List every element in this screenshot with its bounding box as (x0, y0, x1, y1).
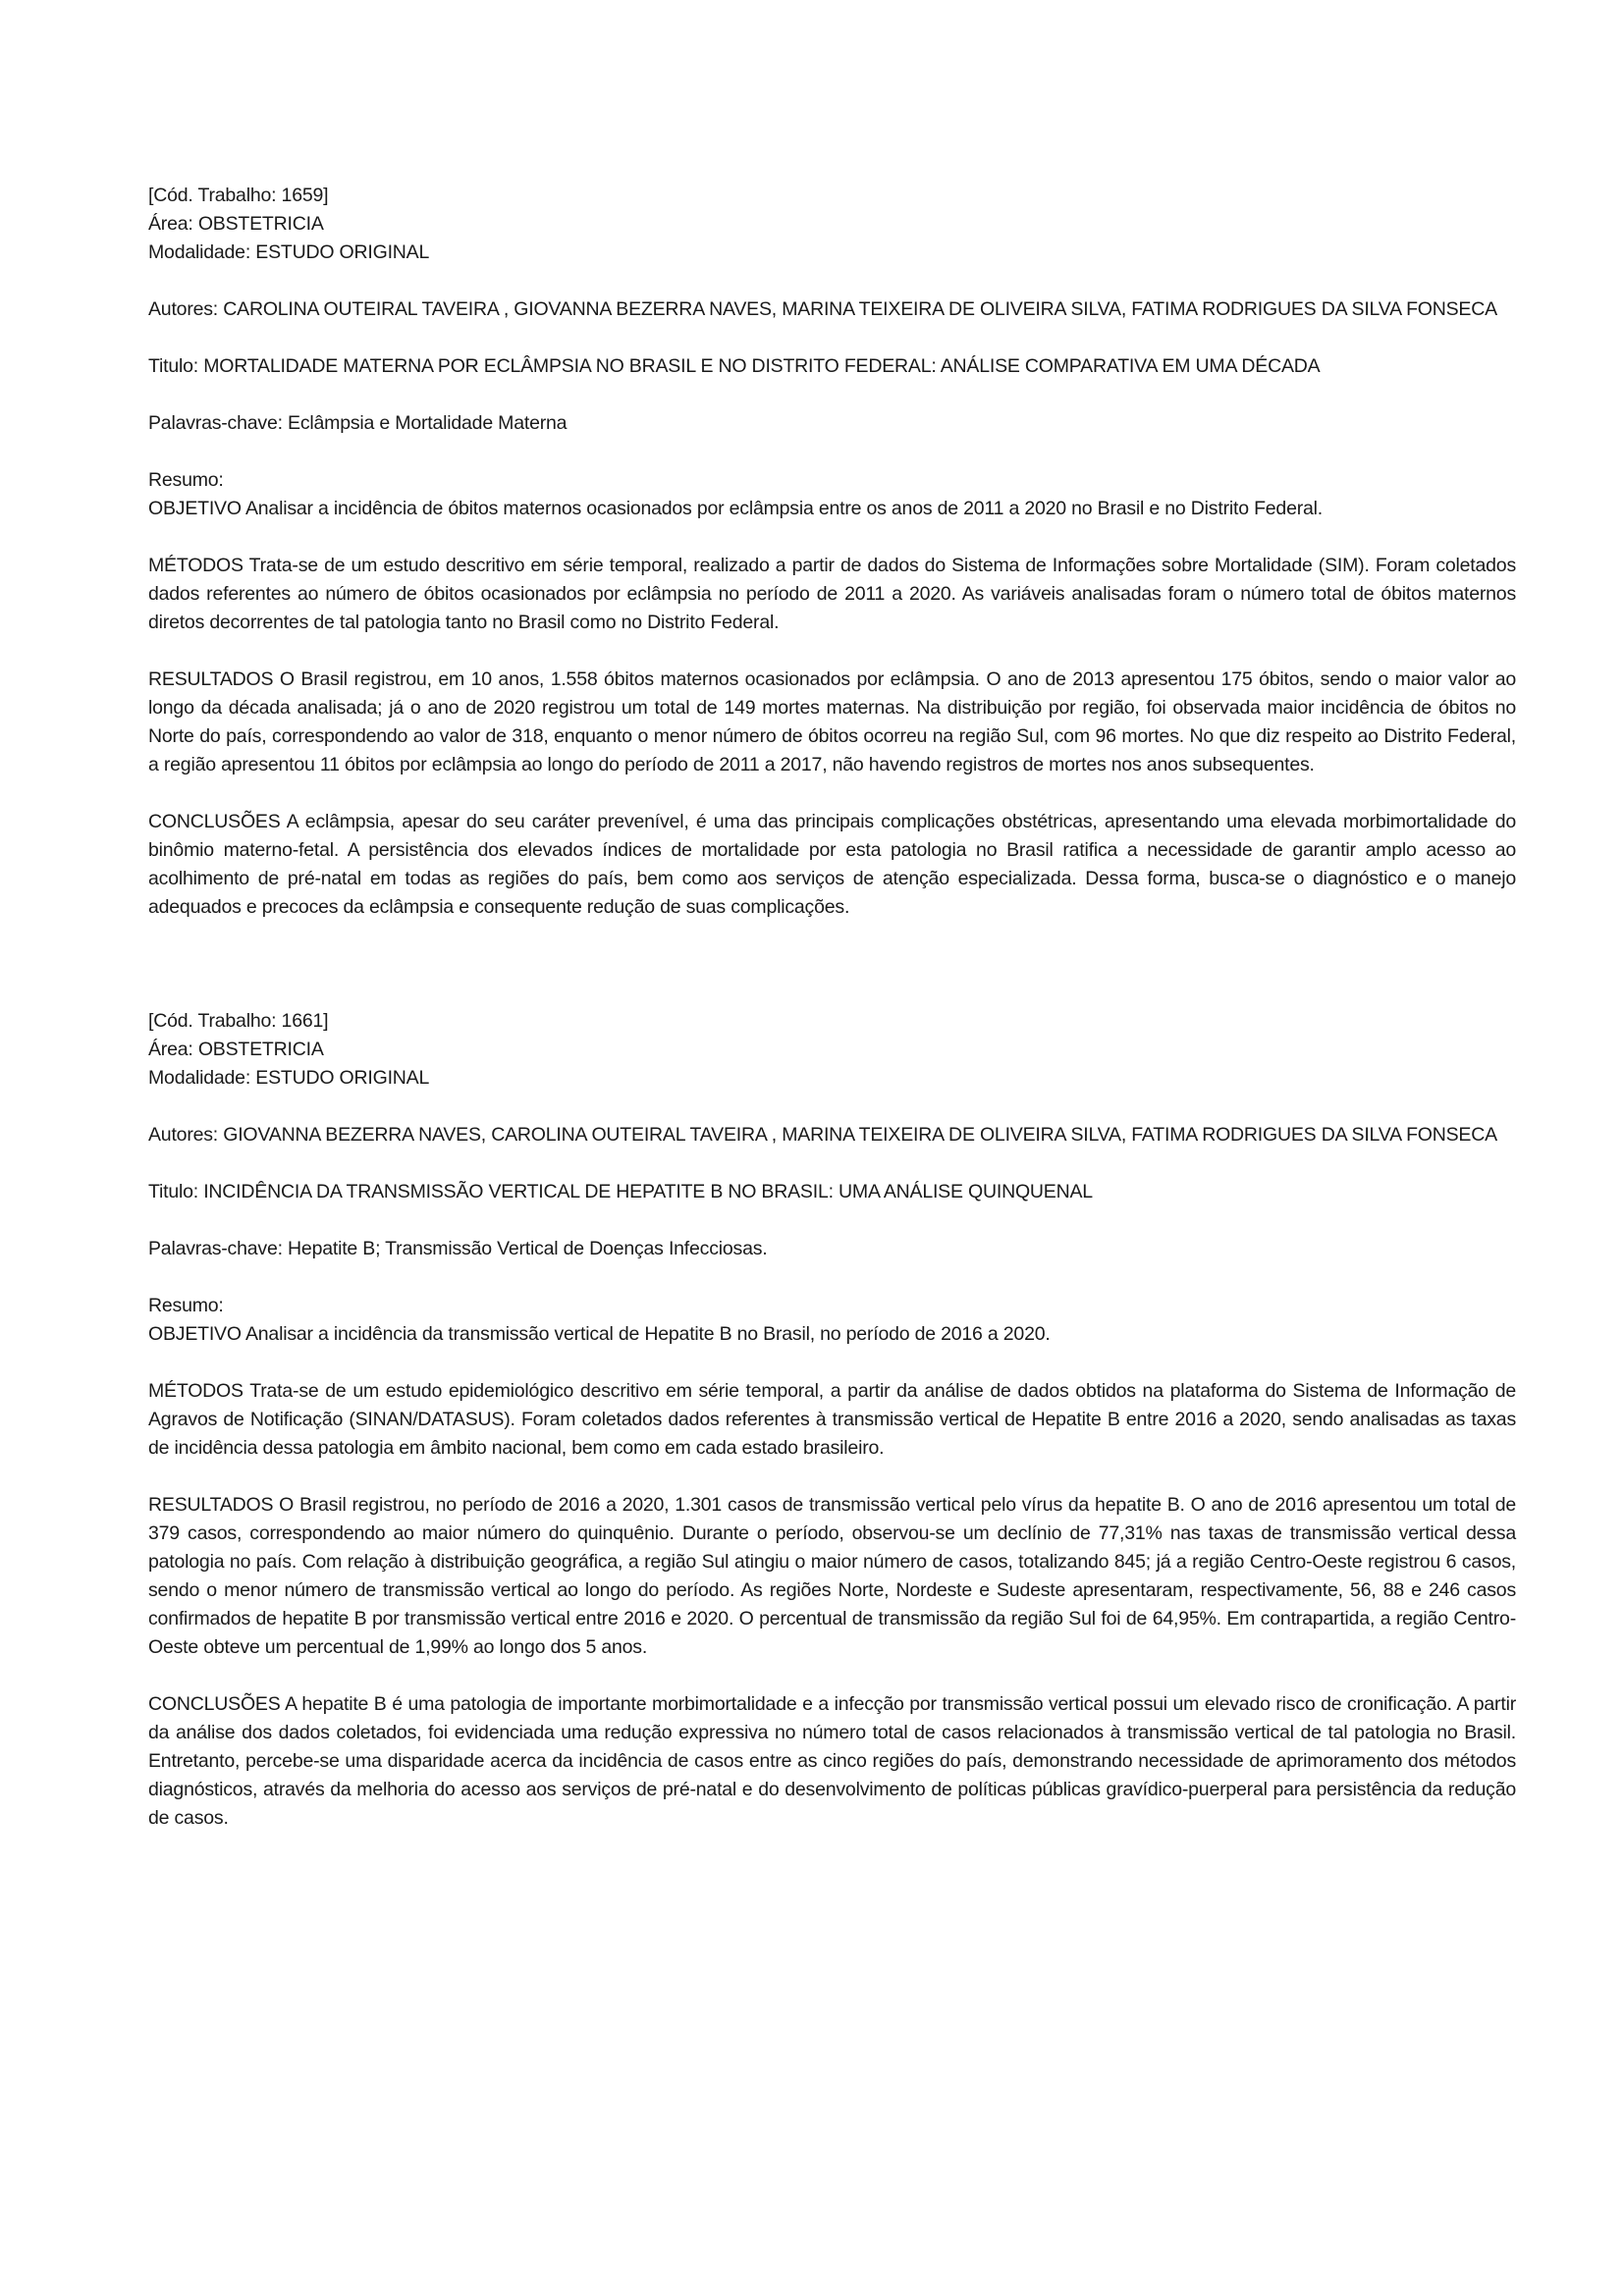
results-paragraph: RESULTADOS O Brasil registrou, em 10 anos, 1.558 óbitos maternos ocasionados por eclâmpsia. O ano de 2013 apresentou 175 óbitos, sendo o maior valor ao longo da década analisada; já o ano de 2020 registrou um total de 149 mortes maternas. Na distribuição por região, foi observada maior incidência de óbitos no Norte do país, correspondendo ao valor de 318, enquanto o menor número de óbitos ocorreu na região Sul, com 96 mortes. No que diz respeito ao Distrito Federal, a região apresentou 11 óbitos por eclâmpsia ao longo do período de 2011 a 2017, não havendo registros de mortes nos anos subsequentes. (148, 668, 1516, 775)
keywords-line (148, 409, 1516, 438)
objective-paragraph: OBJETIVO Analisar a incidência de óbitos maternos ocasionados por eclâmpsia entre os anos de 2011 a 2020 no Brasil e no Distrito Federal. (148, 498, 1324, 519)
authors: GIOVANNA BEZERRA NAVES, CAROLINA OUTEIRAL TAVEIRA , MARINA TEIXEIRA DE OLIVEIRA SILVA, FATIMA RODRIGUES DA SILVA FONSECA (223, 1124, 1497, 1146)
title-line (148, 1178, 1516, 1206)
authors-label: Autores: (148, 298, 219, 320)
summary-label: Resumo: (148, 1295, 224, 1316)
authors: CAROLINA OUTEIRAL TAVEIRA , GIOVANNA BEZERRA NAVES, MARINA TEIXEIRA DE OLIVEIRA SILVA, FATIMA RODRIGUES DA SILVA FONSECA (223, 298, 1497, 320)
spacer (148, 381, 1516, 409)
abstract-1659 (148, 182, 1516, 922)
title-label: Titulo: (148, 355, 198, 377)
spacer (148, 1463, 1516, 1491)
title: MORTALIDADE MATERNA POR ECLÂMPSIA NO BRASIL E NO DISTRITO FEDERAL: ANÁLISE COMPARATIVA EM UMA DÉCADA (203, 355, 1321, 377)
area: Área: OBSTETRICIA (148, 1039, 324, 1060)
modality: Modalidade: ESTUDO ORIGINAL (148, 1067, 430, 1089)
spacer (148, 324, 1516, 352)
spacer (148, 1263, 1516, 1292)
work-code: [Cód. Trabalho: 1661] (148, 1010, 329, 1032)
keywords-line (148, 1235, 1516, 1263)
spacer (148, 1662, 1516, 1690)
summary-label: Resumo: (148, 469, 224, 491)
title-label: Titulo: (148, 1181, 198, 1202)
methods-paragraph: MÉTODOS Trata-se de um estudo epidemiológico descritivo em série temporal, a partir da análise de dados obtidos na plataforma do Sistema de Informação de Agravos de Notificação (SINAN/DATASUS). Foram coletados dados referentes à transmissão vertical de Hepatite B entre 2016 a 2020, sendo analisadas as taxas de incidência dessa patologia em âmbito nacional, bem como em cada estado brasileiro. (148, 1380, 1516, 1459)
spacer (148, 267, 1516, 295)
conclusions-paragraph: CONCLUSÕES A hepatite B é uma patologia de importante morbimortalidade e a infecção por transmissão vertical possui um elevado risco de cronificação. A partir da análise dos dados coletados, foi evidenciada uma redução expressiva no número total de casos relacionados à transmissão vertical de tal patologia no Brasil. Entretanto, percebe-se uma disparidade acerca da incidência de casos entre as cinco regiões do país, demonstrando necessidade de aprimoramento dos métodos diagnósticos, através da melhoria do acesso aos serviços de pré-natal e do desenvolvimento de políticas públicas gravídico-puerperal para persistência da redução de casos. (148, 1693, 1516, 1829)
spacer (148, 1093, 1516, 1121)
spacer (148, 637, 1516, 666)
spacer (148, 523, 1516, 552)
keywords: Hepatite B; Transmissão Vertical de Doenças Infecciosas. (288, 1238, 768, 1259)
objective-paragraph: OBJETIVO Analisar a incidência da transmissão vertical de Hepatite B no Brasil, no período de 2016 a 2020. (148, 1323, 1051, 1345)
spacer (148, 779, 1516, 808)
spacer (148, 438, 1516, 466)
modality: Modalidade: ESTUDO ORIGINAL (148, 241, 430, 263)
methods-paragraph: MÉTODOS Trata-se de um estudo descritivo em série temporal, realizado a partir de dados do Sistema de Informações sobre Mortalidade (SIM). Foram coletados dados referentes ao número de óbitos ocasionados por eclâmpsia no período de 2011 a 2020. As variáveis analisadas foram o número total de óbitos maternos diretos decorrentes de tal patologia tanto no Brasil como no Distrito Federal. (148, 555, 1516, 633)
abstract-1661 (148, 1007, 1516, 1833)
results-paragraph: RESULTADOS O Brasil registrou, no período de 2016 a 2020, 1.301 casos de transmissão vertical pelo vírus da hepatite B. O ano de 2016 apresentou um total de 379 casos, correspondendo ao maior número do quinquênio. Durante o período, observou-se um declínio de 77,31% nas taxas de transmissão vertical dessa patologia no país. Com relação à distribuição geográfica, a região Sul atingiu o maior número de casos, totalizando 845; já a região Centro-Oeste registrou 6 casos, sendo o menor número de transmissão vertical ao longo do período. As regiões Norte, Nordeste e Sudeste apresentaram, respectivamente, 56, 88 e 246 casos confirmados de hepatite B por transmissão vertical entre 2016 e 2020. O percentual de transmissão da região Sul foi de 64,95%. Em contrapartida, a região Centro-Oeste obteve um percentual de 1,99% ao longo dos 5 anos. (148, 1494, 1516, 1658)
keywords: Eclâmpsia e Mortalidade Materna (288, 412, 568, 434)
conclusions-paragraph: CONCLUSÕES A eclâmpsia, apesar do seu caráter prevenível, é uma das principais complicações obstétricas, apresentando uma elevada morbimortalidade do binômio materno-fetal. A persistência dos elevados índices de mortalidade por esta patologia no Brasil ratifica a necessidade de garantir amplo acesso ao acolhimento de pré-natal em todas as regiões do país, bem como aos serviços de atenção especializada. Dessa forma, busca-se o diagnóstico e o manejo adequados e precoces da eclâmpsia e consequente redução de suas complicações. (148, 811, 1516, 918)
keywords-label: Palavras-chave: (148, 412, 283, 434)
document-page (148, 182, 1516, 1833)
authors-line (148, 295, 1516, 324)
spacer (148, 1349, 1516, 1377)
title-line (148, 352, 1516, 381)
authors-line (148, 1121, 1516, 1149)
spacer (148, 1206, 1516, 1235)
area: Área: OBSTETRICIA (148, 213, 324, 235)
authors-label: Autores: (148, 1124, 219, 1146)
work-code: [Cód. Trabalho: 1659] (148, 185, 329, 206)
keywords-label: Palavras-chave: (148, 1238, 283, 1259)
title: INCIDÊNCIA DA TRANSMISSÃO VERTICAL DE HEPATITE B NO BRASIL: UMA ANÁLISE QUINQUENAL (203, 1181, 1093, 1202)
spacer (148, 1149, 1516, 1178)
